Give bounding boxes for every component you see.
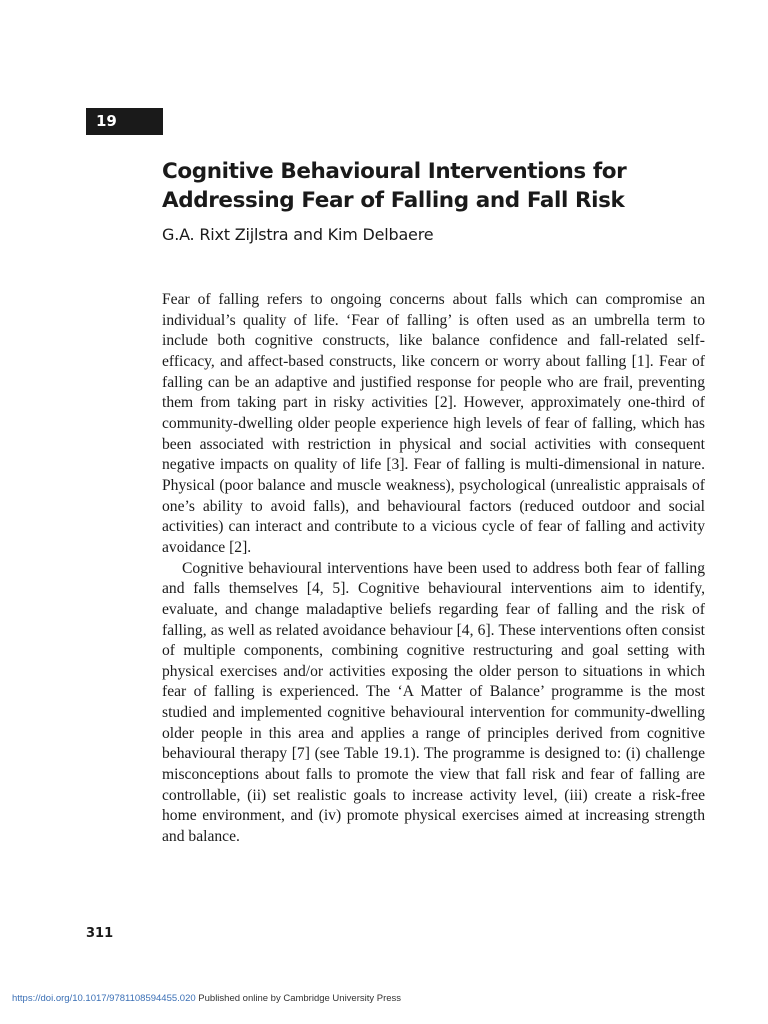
body-paragraph-1: Fear of falling refers to ongoing concerns about falls which can compromise an individual’s quality of life. ‘Fear of falling’ is often used as an umbrella term to include both cognitive constructs, like balance confidence and fall-related self-efficacy, and affect-based constructs, like concern or worry about falling [1]. Fear of falling can be an adaptive and justified response for people who are frail, preventing them from taking part in risky activities [2]. However, approximately one-third of community-dwelling older people experience high levels of fear of falling, which has been associated with restriction in physical and social activities with consequent negative impacts on quality of life [3]. Fear of falling is multi-dimensional in nature. Physical (poor balance and muscle weakness), psychological (unrealistic appraisals of one’s ability to avoid falls), and behavioural factors (reduced outdoor and social activities) can interact and contribute to a vicious cycle of fear of falling and activity avoidance [2]. bbox=[162, 291, 705, 556]
chapter-title bbox=[162, 157, 722, 215]
chapter-title-line-1: Cognitive Behavioural Interventions for bbox=[162, 159, 627, 184]
chapter-number-badge bbox=[86, 108, 163, 135]
doi-link[interactable]: https://doi.org/10.1017/9781108594455.020 bbox=[12, 993, 196, 1004]
body-text bbox=[162, 290, 705, 848]
chapter-title-line-2: Addressing Fear of Falling and Fall Risk bbox=[162, 188, 625, 213]
chapter-authors: G.A. Rixt Zijlstra and Kim Delbaere bbox=[162, 225, 434, 244]
body-paragraph-2: Cognitive behavioural interventions have been used to address both fear of falling and falls themselves [4, 5]. Cognitive behavioural interventions aim to identify, evaluate, and change maladaptive beliefs regarding fear of falling and the risk of falling, as well as related avoidance behaviour [4, 6]. These interventions often consist of multiple components, combining cognitive restructuring and goal setting with physical exercises and/or activities exposing the older person to situations in which fear of falling is experienced. The ‘A Matter of Balance’ programme is the most studied and implemented cognitive behavioural intervention for community-dwelling older people in this area and applies a range of principles derived from cognitive behavioural therapy [7] (see Table 19.1). The programme is designed to: (i) challenge misconceptions about falls to promote the view that fall risk and fear of falling are controllable, (ii) set realistic goals to increase activity level, (iii) create a risk-free home environment, and (iv) promote physical exercises aimed at increasing strength and balance. bbox=[162, 559, 705, 846]
chapter-number: 19 bbox=[96, 112, 117, 130]
published-by-text: Published online by Cambridge University Press bbox=[195, 993, 402, 1004]
footer-citation bbox=[12, 992, 401, 1006]
page-number: 311 bbox=[86, 926, 114, 941]
